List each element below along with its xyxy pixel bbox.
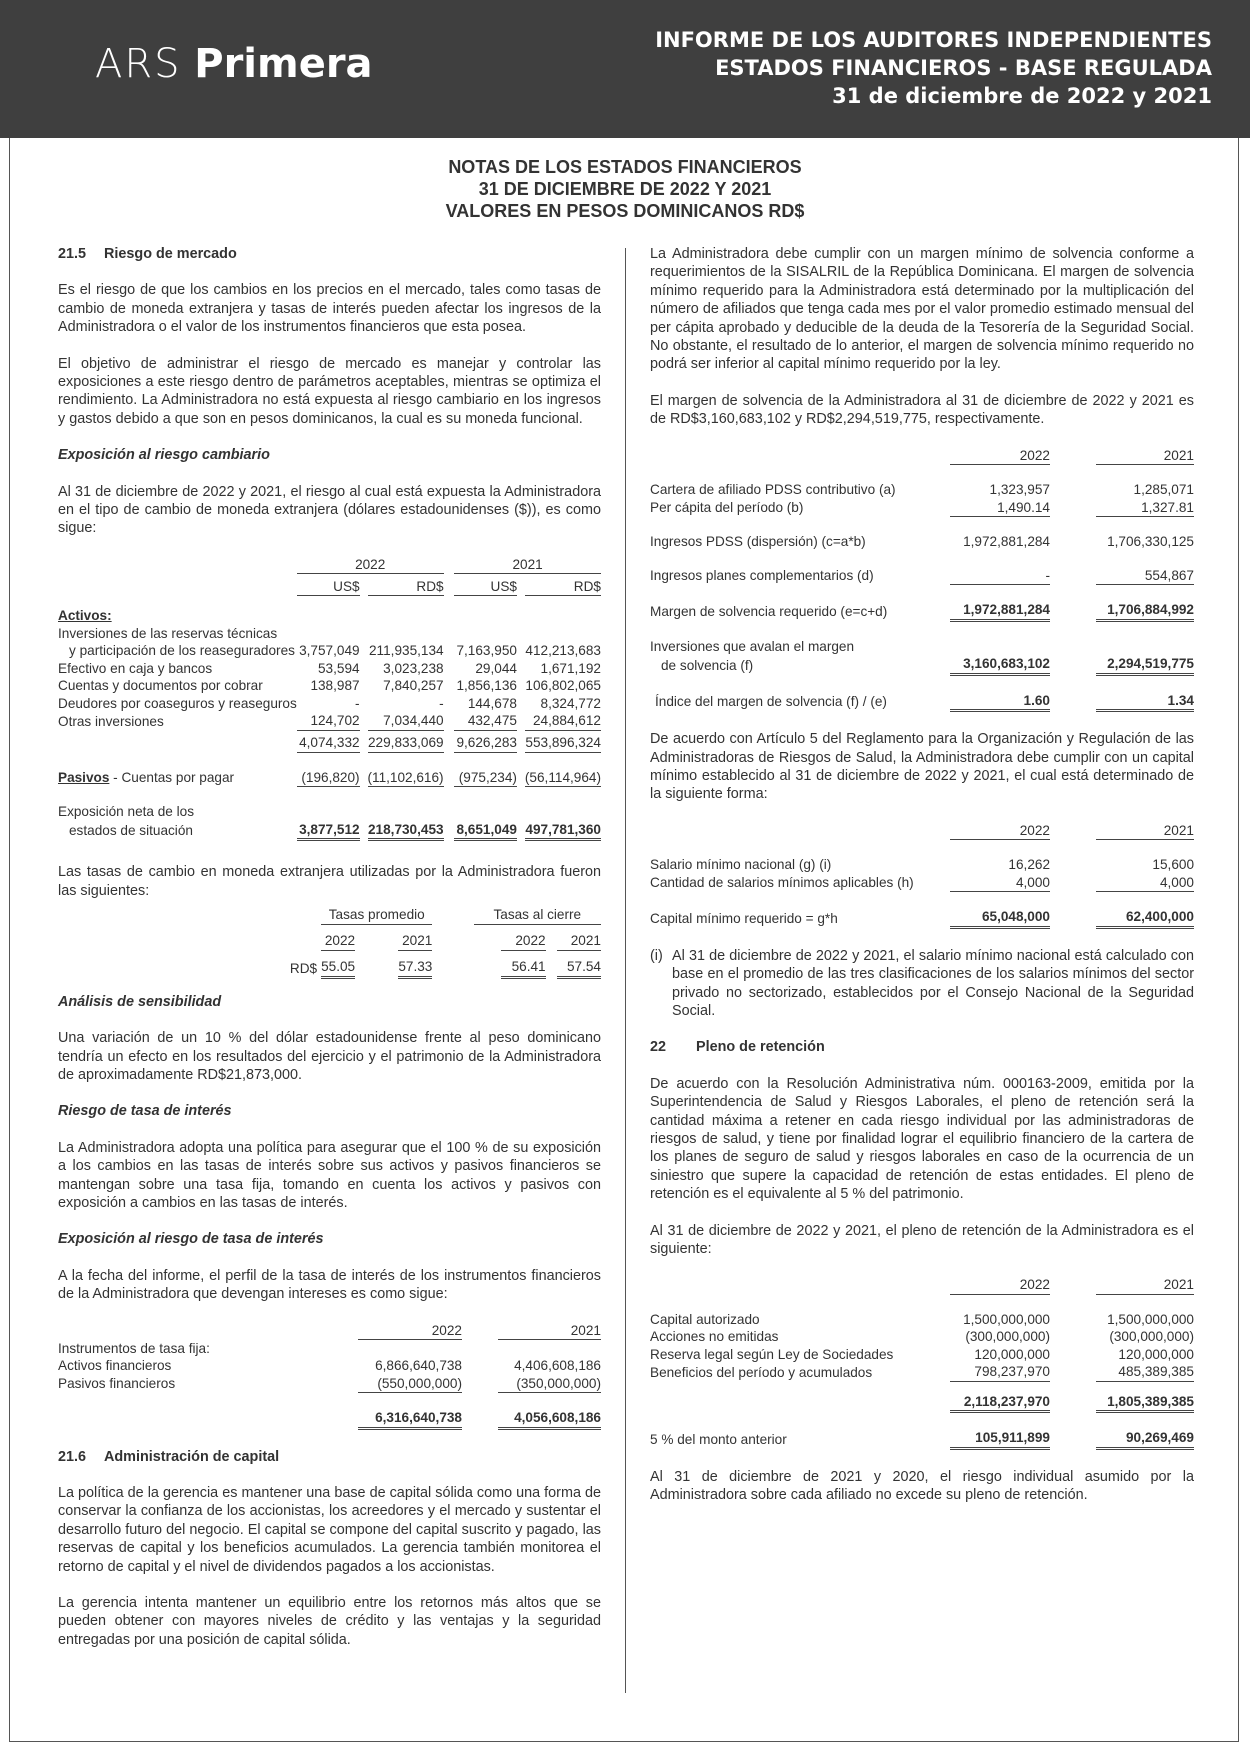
section-heading: 22 Pleno de retención [650, 1039, 825, 1056]
table-row: Cuentas y documentos por cobrar 138,987 7,840,257 1,856,136 106,802,065 [58, 678, 601, 694]
table-row: Cartera de afiliado PDSS contributivo (a) 1,323,957 1,285,071 [650, 482, 1194, 498]
paragraph: Es el riesgo de que los cambios en los precios en el mercado, tales como tasas de cambio de moneda extranjera y tasas de interés pueden afectar los ingresos de la Administradora o el valor de los instrumentos financieros que esta posea. [58, 282, 601, 336]
retention-table: 2022 2021 Capital autorizado 1,500,000,000 1,500,000,000 Acciones no emitidas (300,000,000) (300,000,000) Reserva legal según Ley de Sociedades 120,000,000 120,000,000 Beneficios del período y acumulados 798,237,970 485,389,385 2,118,237,970 1,805,389,385 5 % del monto anterior 105,911,899 90,269,469 [650, 1277, 1194, 1447]
table-row: Efectivo en caja y bancos 53,594 3,023,238 29,044 1,671,192 [58, 660, 601, 676]
ars-primera-logo: ARS Primera [95, 41, 373, 87]
page-title: NOTAS DE LOS ESTADOS FINANCIEROS 31 DE DICIEMBRE DE 2022 Y 2021 VALORES EN PESOS DOMINICANOS RD$ [445, 157, 805, 221]
total-row: 2,118,237,970 1,805,389,385 [650, 1393, 1194, 1412]
table-row: Deudores por coaseguros y reaseguros - - 144,678 8,324,772 [58, 695, 601, 711]
table-row: Ingresos PDSS (dispersión) (c=a*b) 1,972,881,284 1,706,330,125 [650, 534, 1194, 550]
table-row: Ingresos planes complementarios (d) - 554,867 [650, 567, 1194, 584]
report-title [655, 26, 1212, 110]
paragraph: Una variación de un 10 % del dólar estadounidense frente al peso dominicano tendría un efecto en los resultados del ejercicio y el patrimonio de la Administradora de aproximadamente RD$21,873,000. [58, 1030, 601, 1083]
report-title-line: 31 de diciembre de 2022 y 2021 [832, 84, 1212, 108]
section-heading: 21.6 Administración de capital [58, 1448, 280, 1465]
left-column [58, 245, 601, 1667]
paragraph: Al 31 de diciembre de 2021 y 2020, el riesgo individual asumido por la Administradora sobre cada afiliado no excede su pleno de retención. [650, 1468, 1194, 1504]
page-header [0, 0, 1250, 138]
footnote: (i) Al 31 de diciembre de 2022 y 2021, el salario mínimo nacional está calculado con base en el promedio de las tres clasificaciones de los salarios mínimos del sector privado no sectorizado, establecidos por el Consejo Nacional de la Seguridad Social. [650, 947, 1194, 1019]
total-row: 5 % del monto anterior 105,911,899 90,269,469 [650, 1430, 1194, 1447]
table-row: Acciones no emitidas (300,000,000) (300,000,000) [650, 1329, 1194, 1345]
subheading: Riesgo de tasa de interés [58, 1103, 232, 1120]
table-row: Cantidad de salarios mínimos aplicables (h) 4,000 4,000 [650, 874, 1194, 891]
activos-label: Activos: [58, 608, 112, 624]
total-row: Margen de solvencia requerido (e=c+d) 1,972,881,284 1,706,884,992 [650, 602, 1194, 619]
table-row: RD$ 55.05 57.33 56.41 57.54 [289, 959, 601, 976]
paragraph: La política de la gerencia es mantener una base de capital sólida como una forma de conservar la confianza de los accionistas, los acreedores y el mercado y sustentar el desarrollo futuro del negocio. El capital se compone del capital suscrito y pagado, las reservas de capital y los beneficios acumulados. La gerencia también monitorea el retorno de capital y el nivel de dividendos pagados a los accionistas. [58, 1484, 601, 1575]
report-title-line: ESTADOS FINANCIEROS - BASE REGULADA [715, 56, 1212, 80]
table-row: Inversiones de las reservas técnicas [58, 625, 278, 641]
paragraph: La Administradora debe cumplir con un margen mínimo de solvencia conforme a requerimientos de la SISALRIL de la República Dominicana. El margen de solvencia mínimo requerido para la Administradora está determinado por la multiplicación del número de afiliados que tenga cada mes por el valor promedio estimado mensual del per cápita aprobado y deducible de la deuda de la Tesorería de la Seguridad Social. No obstante, el resultado de lo anterior, el margen de solvencia mínimo requerido no podrá ser inferior al capital mínimo requerido por la ley. [650, 246, 1194, 373]
paragraph: Al 31 de diciembre de 2022 y 2021, el pleno de retención de la Administradora es el siguiente: [650, 1222, 1194, 1258]
interest-rate-table: 2022 2021 Instrumentos de tasa fija: Activos financieros 6,866,640,738 4,406,608,186 Pasivos financieros (550,000,000) (350,000,000) 6,316,640,738 4,056,608,186 [58, 1322, 601, 1430]
table-row: Activos financieros 6,866,640,738 4,406,608,186 [58, 1358, 601, 1374]
report-title-line: INFORME DE LOS AUDITORES INDEPENDIENTES [655, 28, 1212, 52]
paragraph: La Administradora adopta una política para asegurar que el 100 % de su exposición a los cambios en las tasas de interés sobre sus activos y pasivos financieros se mantengan sobre una tasa fija, tomando en cuenta los activos y pasivos con exposición a cambios en las tasas de interés. [58, 1139, 601, 1211]
subheading: Exposición al riesgo de tasa de interés [58, 1231, 324, 1248]
section-heading: 21.5 Riesgo de mercado [58, 246, 237, 262]
total-row: 4,074,332 229,833,069 9,626,283 553,896,324 [58, 734, 601, 752]
fx-exposure-table: 2022 2021 US$ RD$ US$ RD$ Activos: Inversiones de las reservas técnicas y participación de los reaseguradores 3,757,049 211,935,134 7,163,950 412,213,683 Efectivo en caja y bancos 53,594 3,023,238 29,044 1,671,192 Cuentas y documentos por cobrar 138,987 7,840,257 1,856,136 106,802,065 Deudores por coaseguros y reaseguros - - 144,678 8,324,772 Otras inversiones 124,702 7,034,440 432,475 24,884,612 4,074,332 229,833,069 9,626,283 553,896,324 Pasivos - Cuentas por pagar (196,820) (11,102,616) (975,234) (56,114,964) Exposición neta de los estados de situación 3,877,512 218,730,453 8,651,049 497,781,360 [58, 556, 601, 839]
total-row: de solvencia (f) 3,160,683,102 2,294,519,775 [661, 656, 1194, 673]
table-row: y participación de los reaseguradores 3,757,049 211,935,134 7,163,950 412,213,683 [69, 643, 601, 659]
subheading: Exposición al riesgo cambiario [58, 447, 270, 464]
table-row: Pasivos financieros (550,000,000) (350,000,000) [58, 1375, 601, 1392]
column-divider [625, 248, 626, 1693]
table-row: Beneficios del período y acumulados 798,237,970 485,389,385 [650, 1364, 1194, 1380]
total-row: Índice del margen de solvencia (f) / (e) 1.60 1.34 [655, 692, 1194, 710]
subheading: Análisis de sensibilidad [58, 993, 222, 1010]
table-row: Otras inversiones 124,702 7,034,440 432,475 24,884,612 [58, 713, 601, 729]
paragraph: Las tasas de cambio en moneda extranjera utilizadas por la Administradora fueron las siguientes: [58, 864, 601, 899]
solvency-margin-table: 2022 2021 Cartera de afiliado PDSS contributivo (a) 1,323,957 1,285,071 Per cápita del período (b) 1,490.14 1,327.81 Ingresos PDSS (dispersión) (c=a*b) 1,972,881,284 1,706,330,125 Ingresos planes complementarios (d) - 554,867 Margen de solvencia requerido (e=c+d) 1,972,881,284 1,706,884,992 Inversiones que avalan el margen de solvencia (f) 3,160,683,102 2,294,519,775 Índice del margen de solvencia (f) / (e) 1.60 1.34 [650, 447, 1194, 710]
table-row: Reserva legal según Ley de Sociedades 120,000,000 120,000,000 [650, 1346, 1194, 1362]
paragraph: El objetivo de administrar el riesgo de mercado es manejar y controlar las exposiciones a este riesgo dentro de parámetros aceptables, mientras se optimiza el rendimiento. La Administradora no está expuesta al riesgo cambiario en los ingresos y gastos debido a que son en pesos dominicanos, la cual es su moneda funcional. [58, 355, 601, 427]
table-row: Capital autorizado 1,500,000,000 1,500,000,000 [650, 1311, 1194, 1327]
exchange-rates-table: Tasas promedio Tasas al cierre 2022 2021 2022 2021 RD$ 55.05 57.33 56.41 57.54 [58, 906, 601, 979]
total-row: estados de situación 3,877,512 218,730,453 8,651,049 497,781,360 [69, 821, 601, 839]
right-column [650, 245, 1194, 1523]
paragraph: La gerencia intenta mantener un equilibrio entre los retornos más altos que se pueden obtener con mayores niveles de crédito y las ventajas y la seguridad entregadas por una posición de capital sólida. [58, 1595, 601, 1648]
paragraph: El margen de solvencia de la Administradora al 31 de diciembre de 2022 y 2021 es de RD$3,160,683,102 y RD$2,294,519,775, respectivamente. [650, 392, 1194, 428]
table-row: Pasivos - Cuentas por pagar (196,820) (11,102,616) (975,234) (56,114,964) [58, 769, 601, 786]
paragraph: Al 31 de diciembre de 2022 y 2021, el riesgo al cual está expuesta la Administradora en el tipo de cambio de moneda extranjera (dólares estadounidenses ($)), es como sigue: [58, 483, 601, 537]
paragraph: De acuerdo con Artículo 5 del Reglamento para la Organización y Regulación de las Administradoras de Riesgos de Salud, la Administradora debe cumplir con un capital mínimo establecido al 31 de diciembre de 2022 y 2021, el cual está determinado de la siguiente forma: [650, 731, 1194, 803]
total-row: 6,316,640,738 4,056,608,186 [58, 1409, 601, 1428]
paragraph: De acuerdo con la Resolución Administrativa núm. 000163-2009, emitida por la Superintendencia de Salud y Riesgos Laborales, el pleno de retención será la cantidad máxima a retener en cada riesgo individual por las administradoras de riesgos de salud, y tiene por finalidad lograr el equilibrio financiero de la cartera de los planes de seguro de salud y riesgos laborales en caso de la ocurrencia de un siniestro que supere la capacidad de retención de estas entidades. El pleno de retención es el equivalente al 5 % del patrimonio. [650, 1075, 1194, 1203]
total-row: Capital mínimo requerido = g*h 65,048,000 62,400,000 [650, 909, 1194, 926]
table-row: Salario mínimo nacional (g) (i) 16,262 15,600 [650, 857, 1194, 873]
table-row: Per cápita del período (b) 1,490.14 1,327.81 [650, 499, 1194, 516]
paragraph: A la fecha del informe, el perfil de la tasa de interés de los instrumentos financieros de la Administradora que devengan intereses es como sigue: [58, 1267, 601, 1303]
minimum-capital-table: 2022 2021 Salario mínimo nacional (g) (i) 16,262 15,600 Cantidad de salarios mínimos aplicables (h) 4,000 4,000 Capital mínimo requerido = g*h 65,048,000 62,400,000 [650, 822, 1194, 926]
